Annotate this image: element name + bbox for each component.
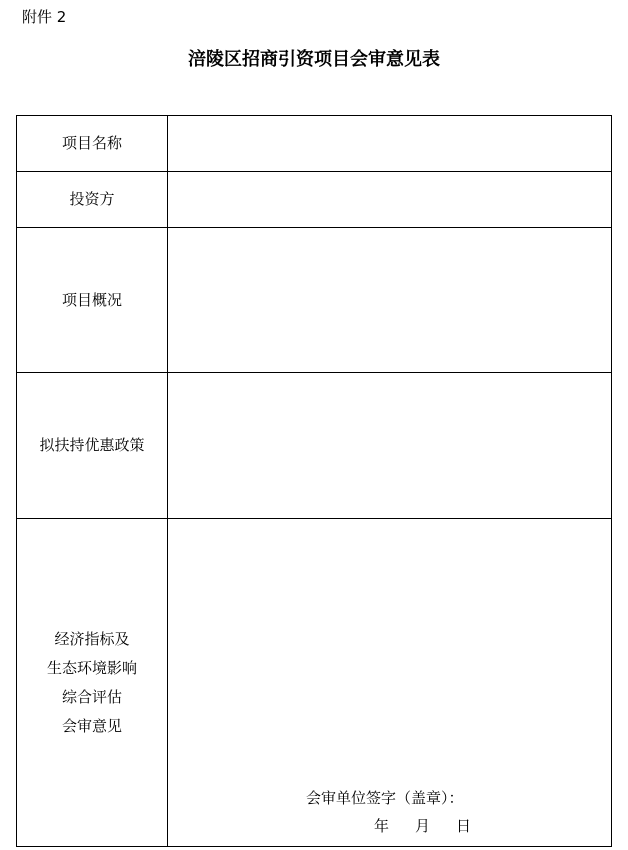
- table-row: [17, 228, 612, 373]
- signature-block: [306, 784, 497, 840]
- row-label-text: 投资方: [69, 190, 115, 208]
- row-label-text: 综合评估: [61, 687, 122, 706]
- row-label-text: 项目概况: [61, 290, 122, 309]
- page-title: 涪陵区招商引资项目会审意见表: [188, 49, 440, 70]
- row-label-preferential-policy: [17, 373, 168, 519]
- row-label-text: 会审意见: [61, 716, 122, 735]
- table-row: [17, 519, 612, 847]
- row-label-investor: [17, 172, 168, 228]
- row-label-project-name: [17, 116, 168, 172]
- review-opinion-field[interactable]: [168, 519, 612, 847]
- row-label-review-opinion: [17, 519, 168, 847]
- date-day-label: 日: [456, 817, 472, 835]
- table-row: [17, 373, 612, 519]
- row-label-text: 项目名称: [61, 134, 122, 152]
- investor-field[interactable]: [168, 172, 612, 228]
- preferential-policy-field[interactable]: [168, 373, 612, 519]
- date-year-label: 年: [374, 817, 390, 835]
- project-overview-field[interactable]: [168, 228, 612, 373]
- row-label-text: 生态环境影响: [46, 658, 137, 677]
- table-row: [17, 116, 612, 172]
- date-month-label: 月: [415, 817, 431, 835]
- review-form-table: [16, 115, 612, 847]
- table-row: [17, 172, 612, 228]
- attachment-label: 附件 2: [22, 8, 67, 26]
- row-label-text: 拟扶持优惠政策: [39, 436, 145, 454]
- row-label-project-overview: [17, 228, 168, 373]
- project-name-field[interactable]: [168, 116, 612, 172]
- signature-unit-label: 会审单位签字（盖章）：: [306, 789, 464, 807]
- signature-date: [306, 812, 497, 840]
- row-label-text: 经济指标及: [54, 629, 130, 648]
